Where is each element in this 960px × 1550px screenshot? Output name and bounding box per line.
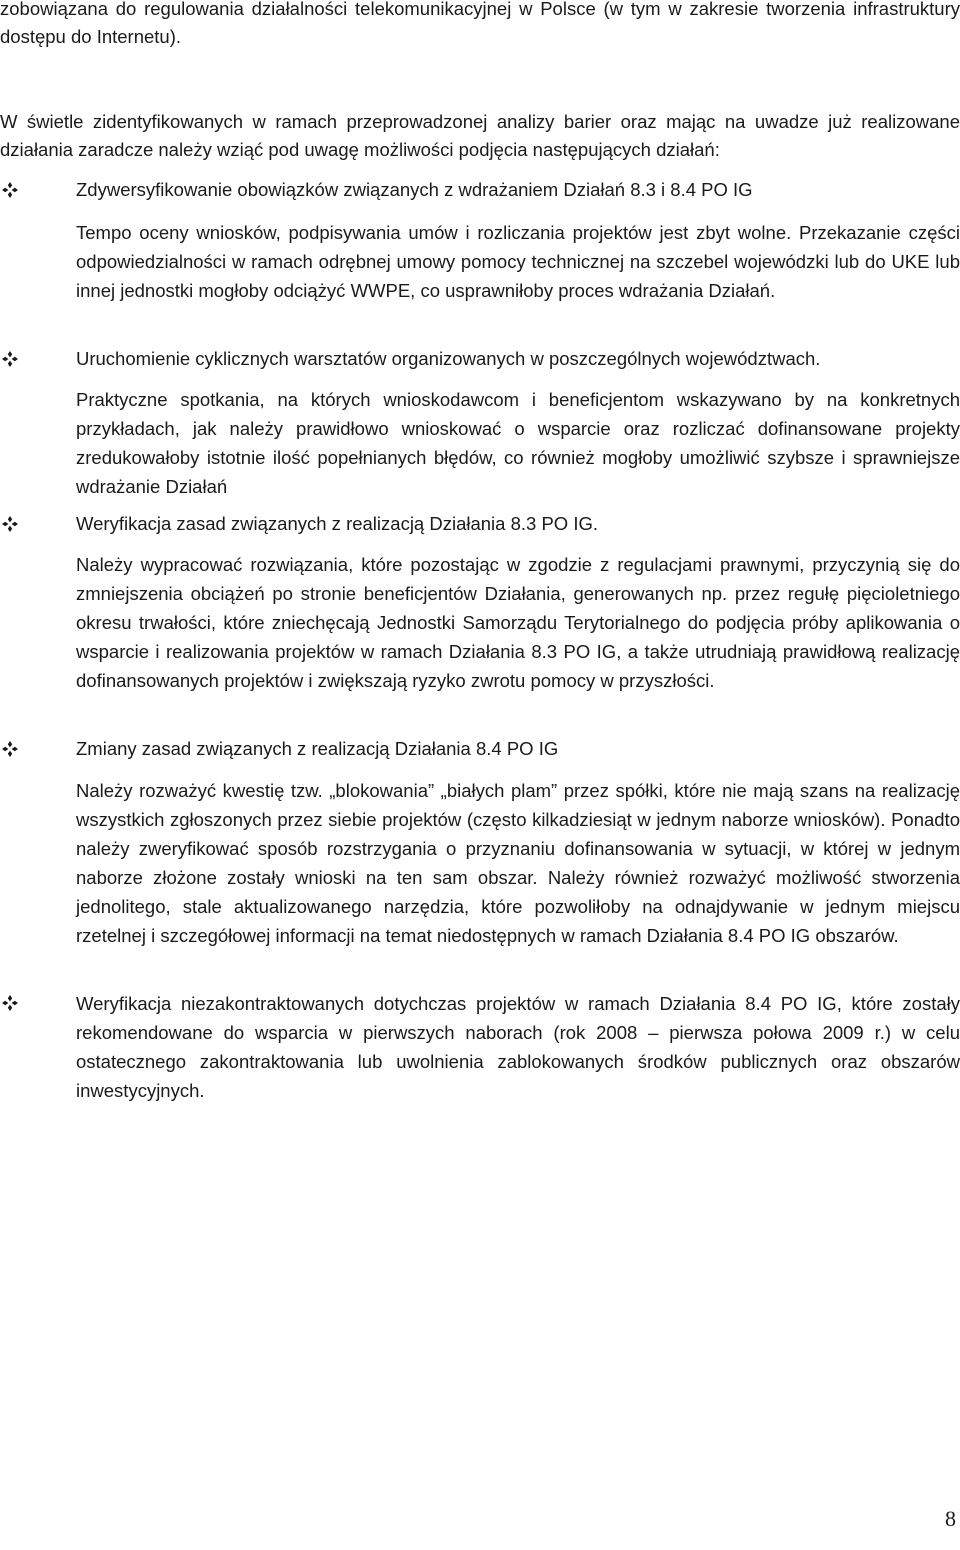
bullet-heading: Uruchomienie cyklicznych warsztatów organizowanych w poszczególnych województwach. [76,348,821,369]
diamond-bullet-icon [0,993,20,1013]
bullet-heading: Weryfikacja niezakontraktowanych dotychczas projektów w ramach Działania 8.4 PO IG, które zostały rekomendowane do wsparcia w pierwszych naborach (rok 2008 – pierwsza połowa 2009 r.) w celu ostatecznego zakontraktowania lub uwolnienia zablokowanych środków publicznych oraz obszarów inwestycyjnych. [76,993,960,1101]
bullet-body: Tempo oceny wniosków, podpisywania umów i rozliczania projektów jest zbyt wolne. Przekazanie części odpowiedzialności w ramach odrębnej umowy pomocy technicznej na szczebel wojewódzki lub do UKE lub innej jednostki mogłoby odciążyć WWPE, co usprawniłoby proces wdrażania Działań. [76,222,960,301]
bullet-heading: Zdywersyfikowanie obowiązków związanych z wdrażaniem Działań 8.3 i 8.4 PO IG [76,179,753,200]
intro-paragraph-continuation: zobowiązana do regulowania działalności telekomunikacyjnej w Polsce (w tym w zakresie tworzenia infrastruktury dostępu do Internetu). [0,0,960,47]
bullet-body: Praktyczne spotkania, na których wnioskodawcom i beneficjentom wskazywano by na konkretnych przykładach, jak należy prawidłowo wnioskować o wsparcie oraz rozliczać dofinansowane projekty zredukowałoby istotnie ilość popełnianych błędów, co również mogłoby umożliwić szybsze i sprawniejsze wdrażanie Działań [76,389,960,497]
diamond-bullet-icon [0,349,20,369]
intro-paragraph: W świetle zidentyfikowanych w ramach przeprowadzonej analizy barier oraz mając na uwadze już realizowane działania zaradcze należy wziąć pod uwagę możliwości podjęcia następujących działań: [0,111,960,160]
bullet-heading: Weryfikacja zasad związanych z realizacją Działania 8.3 PO IG. [76,513,598,534]
diamond-bullet-icon [0,514,20,534]
bullet-body: Należy wypracować rozwiązania, które pozostając w zgodzie z regulacjami prawnymi, przyczynią się do zmniejszenia obciążeń po stronie beneficjentów Działania, generowanych np. przez regułę pięcioletniego okresu trwałości, które zniechęcają Jednostki Samorządu Terytorialnego do podjęcia próby aplikowania o wsparcie i realizowania projektów w ramach Działania 8.3 PO IG, a także utrudniają prawidłową realizację dofinansowanych projektów i zwiększają ryzyko zwrotu pomocy w przyszłości. [76,554,960,691]
bullet-body: Należy rozważyć kwestię tzw. „blokowania” „białych plam” przez spółki, które nie mają szans na realizację wszystkich zgłoszonych przez siebie projektów (często kilkadziesiąt w jednym naborze wniosków). Ponadto należy zweryfikować sposób rozstrzygania o przyznaniu dofinansowania w sytuacji, w której w jednym naborze złożone zostały wnioski na ten sam obszar. Należy również rozważyć możliwość stworzenia jednolitego, stale aktualizowanego narzędzia, które pozwoliłoby na odnajdywanie w jednym miejscu rzetelnej i szczegółowej informacji na temat niedostępnych w ramach Działania 8.4 PO IG obszarów. [76,780,960,946]
diamond-bullet-icon [0,180,20,200]
diamond-bullet-icon [0,739,20,759]
page-number: 8 [945,1506,956,1531]
bullet-heading: Zmiany zasad związanych z realizacją Działania 8.4 PO IG [76,738,559,759]
